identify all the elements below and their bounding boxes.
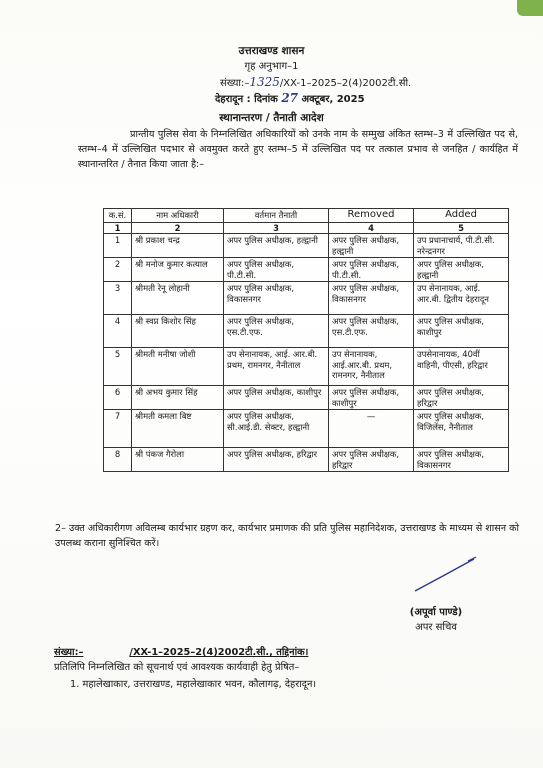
- cell-current: अपर पुलिस अधीक्षक, विकासनगर: [224, 282, 329, 315]
- cell-name: श्रीमती कमला बिष्ट: [132, 410, 224, 448]
- cell-removed: अपर पुलिस अधीक्षक, हल्द्वानी: [329, 234, 414, 258]
- intro-paragraph: प्रान्तीय पुलिस सेवा के निम्नलिखित अधिकारियों को उनके नाम के सम्मुख अंकित स्तम्भ–3 में उल्लिखित पद से, स्तम्भ–4 में उल्लिखित पदभार से अवमुक्त करते हुए स्तम्भ–5 में उल्लिखित पद पर तत्काल प्रभाव से जनहित / कार्यहित में स्थानान्तरित / तैनात किया जाता है:–: [78, 129, 518, 170]
- table-row: [104, 348, 509, 386]
- cell-current: अपर पुलिस अधीक्षक, हल्द्वानी: [224, 234, 329, 258]
- cell-added: अपर पुलिस अधीक्षक, विजिलेंस, नैनीताल: [414, 410, 509, 448]
- cell-current: अपर पुलिस अधीक्षक, पी.टी.सी.: [224, 258, 329, 282]
- cell-current: अपर पुलिस अधीक्षक, सी.आई.डी. सेक्टर, हल्द्वानी: [224, 410, 329, 448]
- cell-removed: उप सेनानायक, आई.आर.बी. प्रथम, रामनगर, नैनीताल: [329, 348, 414, 386]
- cell-removed: —: [329, 410, 414, 448]
- header-name: नाम अधिकारी: [132, 209, 224, 223]
- column-number-row: 1 2 3 4 5: [104, 222, 509, 234]
- handwritten-ref: 1325: [249, 75, 280, 89]
- table-row: [104, 410, 509, 448]
- cell-added: अपर पुलिस अधीक्षक, हल्द्वानी: [414, 258, 509, 282]
- cell-sno: 4: [104, 315, 132, 348]
- cell-removed: अपर पुलिस अधीक्षक, विकासनगर: [329, 282, 414, 315]
- signature: [410, 555, 480, 595]
- cell-sno: 2: [104, 258, 132, 282]
- cell-name: श्री प्रकाश चन्द्र: [132, 234, 224, 258]
- cell-name: श्री पंकज गैरोला: [132, 448, 224, 472]
- cell-current: अपर पुलिस अधीक्षक, काशीपुर: [224, 386, 329, 410]
- cell-current: उप सेनानायक, आई. आर.बी. प्रथम, रामनगर, नैनीताल: [224, 348, 329, 386]
- cell-sno: 8: [104, 448, 132, 472]
- cell-current: अपर पुलिस अधीक्षक, हरिद्वार: [224, 448, 329, 472]
- order-date: देहरादून : दिनांक 27 अक्टूबर, 2025: [215, 91, 365, 105]
- cell-removed: अपर पुलिस अधीक्षक, एस.टी.एफ.: [329, 315, 414, 348]
- table-row: [104, 315, 509, 348]
- cell-name: श्रीमती रेनू लोहानी: [132, 282, 224, 315]
- cell-sno: 3: [104, 282, 132, 315]
- cell-added: अपर पुलिस अधीक्षक, हरिद्वार: [414, 386, 509, 410]
- table-row: [104, 234, 509, 258]
- department: गृह अनुभाग–1: [244, 61, 299, 72]
- cell-name: श्री मनोज कुमार कत्याल: [132, 258, 224, 282]
- cell-removed: अपर पुलिस अधीक्षक, पी.टी.सी.: [329, 258, 414, 282]
- cell-added: अपर पुलिस अधीक्षक, विकासनगर: [414, 448, 509, 472]
- cell-added: उपसेनानायक, 40वीं वाहिनी, पीएसी, हरिद्वार: [414, 348, 509, 386]
- table-header-row: [104, 209, 509, 223]
- subject-line: स्थानान्तरण / तैनाती आदेश: [219, 112, 324, 124]
- cell-current: अपर पुलिस अधीक्षक, एस.टी.एफ.: [224, 315, 329, 348]
- header-current: वर्तमान तैनाती: [224, 209, 329, 223]
- cell-sno: 5: [104, 348, 132, 386]
- handwritten-date: 27: [281, 91, 299, 105]
- copy-intro: प्रतिलिपि निम्नलिखित को सूचनार्थ एवं आवश्यक कार्यवाही हेतु प्रेषित–: [54, 662, 300, 673]
- instruction-paragraph: 2– उक्त अधिकारीगण अविलम्ब कार्यभार ग्रहण कर, कार्यभार प्रमाणक की प्रति पुलिस महानिदेशक, उत्तराखण्ड के माध्यम से शासन को उपलब्ध कराना सुनिश्चित करें।: [55, 523, 519, 549]
- cell-name: श्री स्वप्न किशोर सिंह: [132, 315, 224, 348]
- signatory-name: (अपूर्वा पाण्डे): [409, 607, 463, 618]
- signatory-designation: अपर सचिव: [415, 622, 457, 633]
- copy-reference: संख्या:– /XX-1–2025–2(4)2002टी.सी., तद्दिनांक।: [54, 647, 309, 658]
- govt-title: उत्तराखण्ड शासन: [238, 45, 305, 57]
- transfer-table: [103, 208, 509, 472]
- cell-name: श्री अभय कुमार सिंह: [132, 386, 224, 410]
- cell-removed: अपर पुलिस अधीक्षक, काशीपुर: [329, 386, 414, 410]
- copy-item-1: 1. महालेखाकार, उत्तराखण्ड, महालेखाकार भवन, कौलागढ़, देहरादून।: [70, 679, 317, 690]
- cell-name: श्रीमती मनीषा जोशी: [132, 348, 224, 386]
- cell-sno: 6: [104, 386, 132, 410]
- cell-sno: 1: [104, 234, 132, 258]
- cell-added: अपर पुलिस अधीक्षक, काशीपुर: [414, 315, 509, 348]
- corner-mark: [517, 0, 543, 16]
- header-sno: क.सं.: [104, 209, 132, 223]
- header-added: Added: [414, 209, 509, 223]
- cell-added: उप प्रधानाचार्य, पी.टी.सी. नरेन्द्रनगर: [414, 234, 509, 258]
- table-row: [104, 448, 509, 472]
- reference-number: संख्या:–1325/XX-1–2025–2(4)2002टी.सी.: [220, 75, 412, 89]
- cell-sno: 7: [104, 410, 132, 448]
- table-row: [104, 386, 509, 410]
- cell-added: उप सेनानायक, आई. आर.बी. द्वितीय देहरादून: [414, 282, 509, 315]
- header-removed: Removed: [329, 209, 414, 223]
- cell-removed: अपर पुलिस अधीक्षक, हरिद्वार: [329, 448, 414, 472]
- table-row: [104, 258, 509, 282]
- table-row: [104, 282, 509, 315]
